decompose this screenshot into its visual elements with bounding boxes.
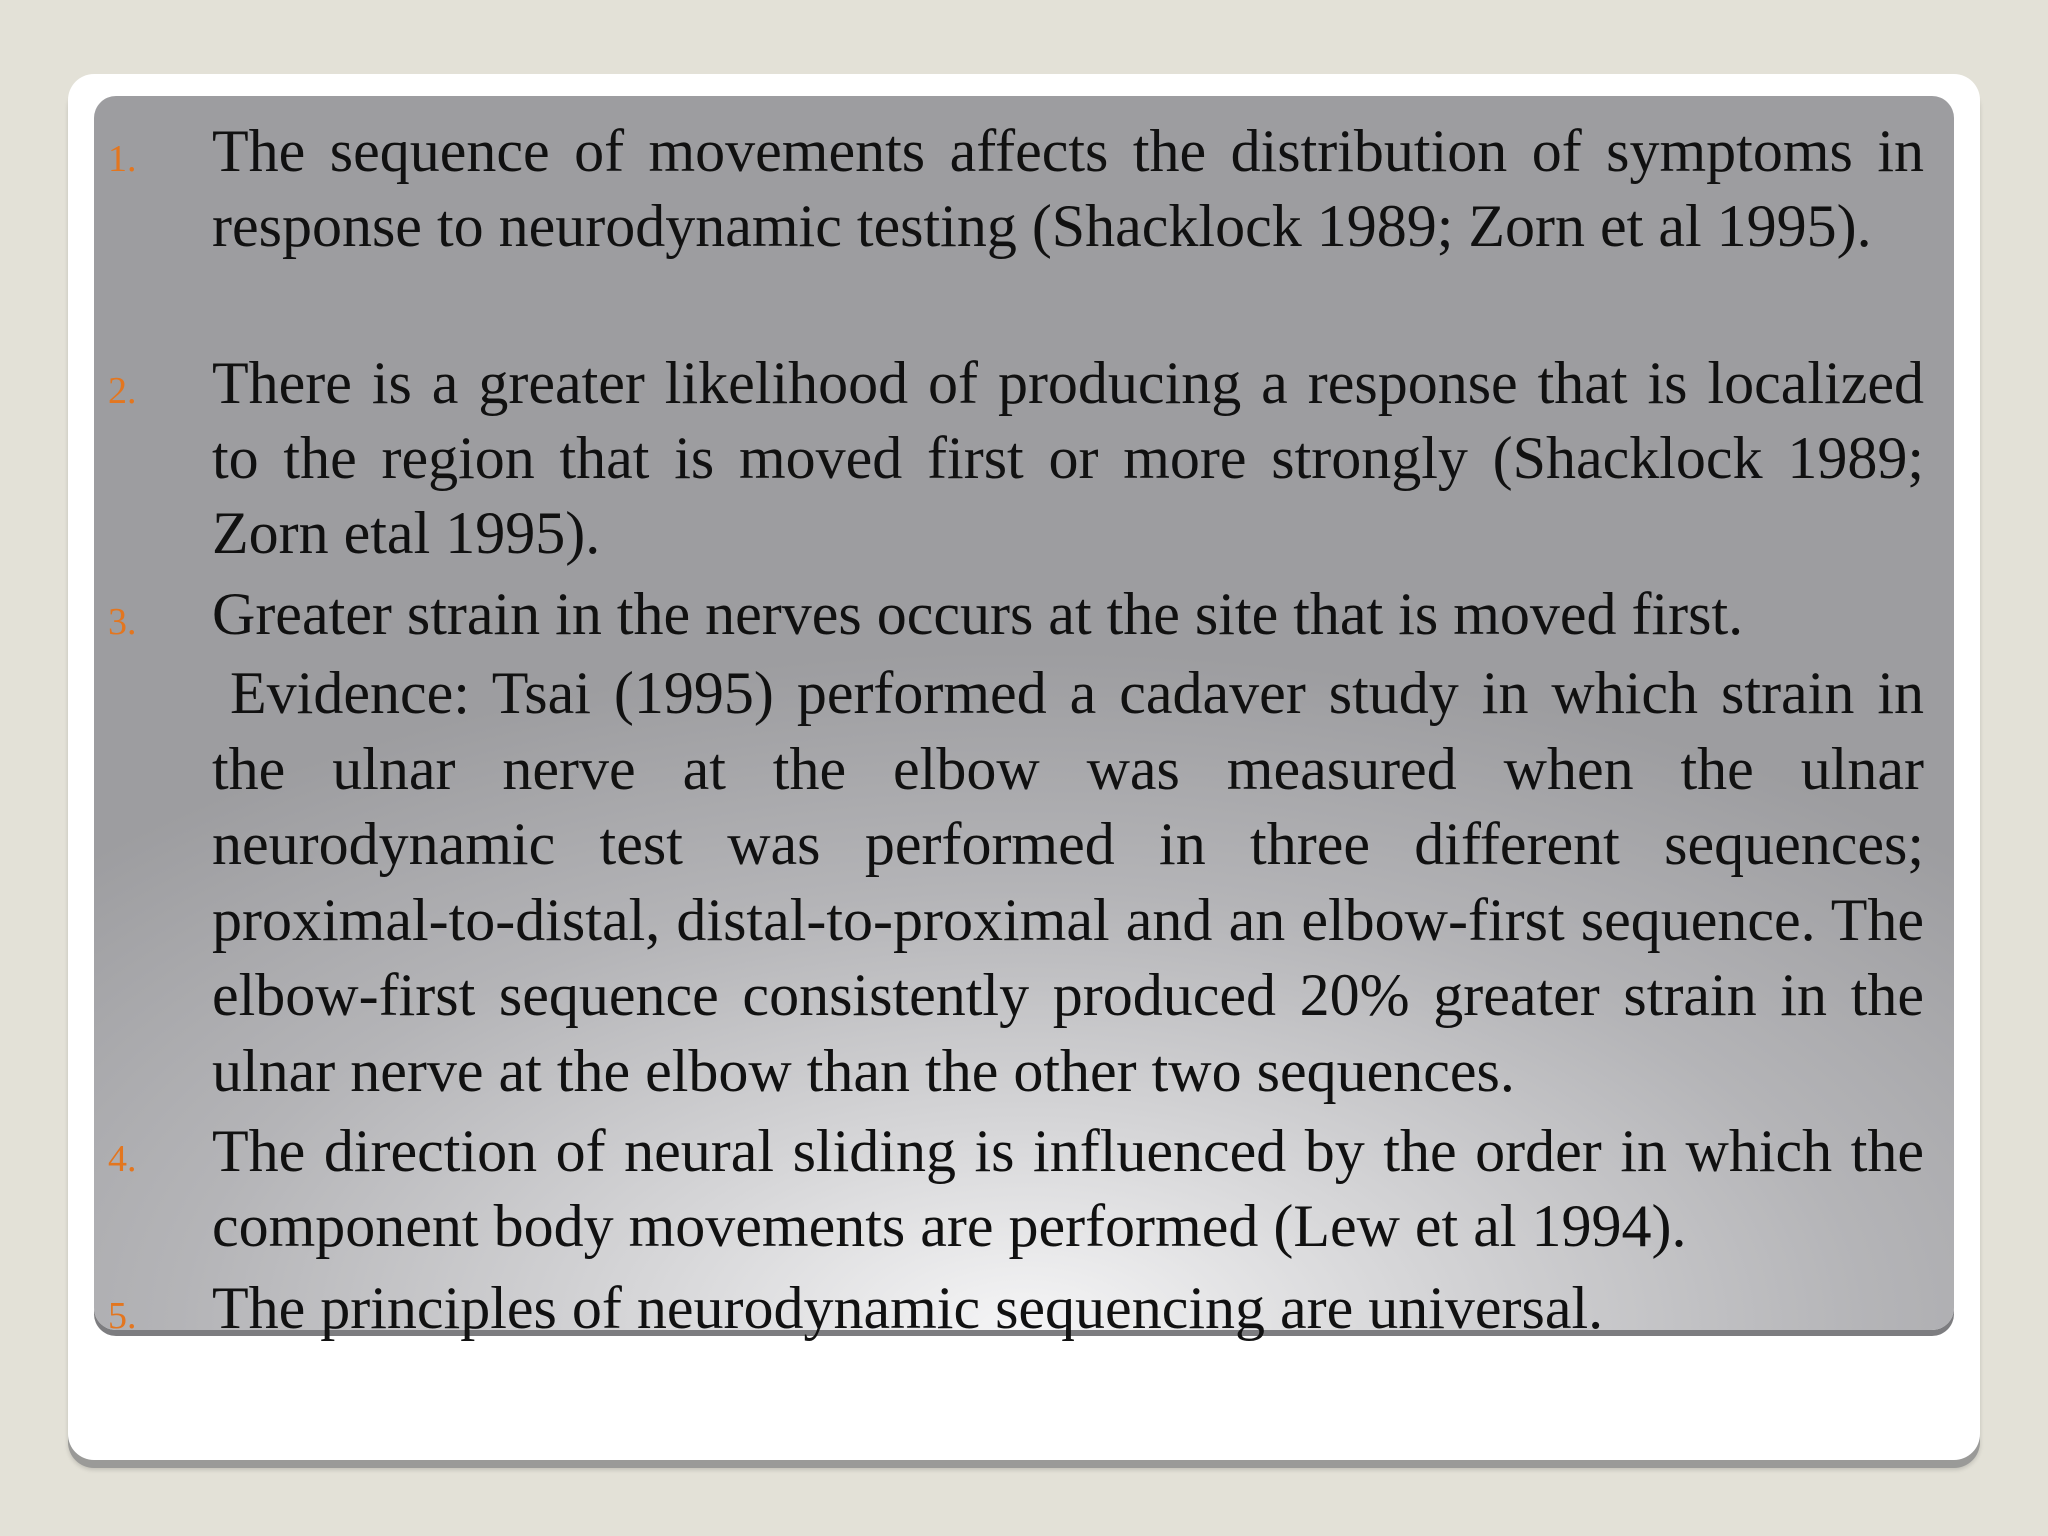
- list-item-2: [94, 346, 1954, 571]
- list-number: 1.: [108, 138, 137, 180]
- list-item-text: The direction of neural sliding is influenced by the order in which the component body movements are performed (Lew et al 1994).: [212, 1118, 1924, 1259]
- list-item-text: There is a greater likelihood of producing a response that is localized to the region that is moved first or more strongly (Shacklock 1989; Zorn etal 1995).: [212, 350, 1924, 566]
- list-item-text: The principles of neurodynamic sequencing are universal.: [212, 1275, 1604, 1341]
- list-item-text: The sequence of movements affects the distribution of symptoms in response to neurodynamic testing (Shacklock 1989; Zorn et al 1995).: [212, 118, 1924, 259]
- list-item-1: [94, 114, 1954, 264]
- list-number: 2.: [108, 370, 137, 412]
- slide-content: [94, 0, 1954, 1536]
- list-item-text: Greater strain in the nerves occurs at the site that is moved first.: [212, 581, 1744, 647]
- list-number: 4.: [108, 1138, 137, 1180]
- list-item-5: [94, 1271, 1954, 1346]
- list-item-3: [94, 577, 1954, 652]
- evidence-paragraph: Evidence: Tsai (1995) performed a cadaver study in which strain in the ulnar nerve at the elbow was measured when the ulnar neurodynamic test was performed in three different sequences; proximal-to-distal, distal-to-proximal and an elbow-first sequence. The elbow-first sequence consistently produced 20% greater strain in the ulnar nerve at the elbow than the other two sequences.: [212, 660, 1924, 1104]
- list-number: 5.: [108, 1295, 137, 1337]
- list-item-4: [94, 1114, 1954, 1264]
- list-number: 3.: [108, 601, 137, 643]
